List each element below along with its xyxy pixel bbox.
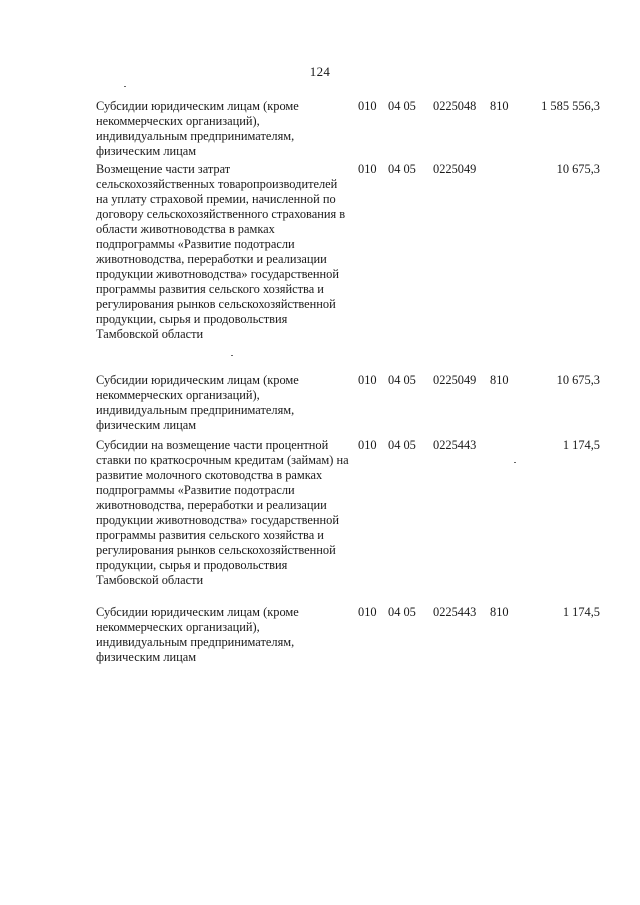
expense-type-code: 810 (490, 373, 509, 387)
amount: 10 675,3 (556, 373, 600, 387)
section-code: 04 05 (388, 438, 416, 452)
row-description: Субсидии юридическим лицам (кроме некоммерческих организаций), индивидуальным предпринимателям, физическим лицам (96, 373, 299, 432)
ved-code: 010 (358, 438, 377, 452)
amount: 10 675,3 (556, 162, 600, 176)
target-article-code: 0225443 (433, 438, 477, 452)
ved-code: 010 (358, 99, 377, 113)
scan-speck (231, 355, 233, 356)
expense-type-code: 810 (490, 99, 509, 113)
target-article-code: 0225048 (433, 99, 477, 113)
section-code: 04 05 (388, 162, 416, 176)
scan-speck (514, 462, 516, 463)
row-description: Субсидии на возмещение части процентной ставки по краткосрочным кредитам (займам) на развитие молочного скотоводства в рамках подпрограммы «Развитие подотрасли животноводства, переработки и реализации продукции животноводства» государственной программы развития сельского хозяйства и регулирования рынков сельскохозяйственной продукции, сырья и продовольствия Тамбовской области (96, 438, 349, 587)
ved-code: 010 (358, 373, 377, 387)
page-number: 124 (309, 64, 331, 79)
section-code: 04 05 (388, 99, 416, 113)
amount: 1 174,5 (562, 438, 600, 452)
expense-type-code: 810 (490, 605, 509, 619)
amount: 1 585 556,3 (541, 99, 600, 113)
target-article-code: 0225049 (433, 373, 477, 387)
section-code: 04 05 (388, 605, 416, 619)
target-article-code: 0225443 (433, 605, 477, 619)
ved-code: 010 (358, 162, 377, 176)
scan-speck (124, 86, 126, 87)
ved-code: 010 (358, 605, 377, 619)
section-code: 04 05 (388, 373, 416, 387)
row-description: Возмещение части затрат сельскохозяйственных товаропроизводителей на уплату страховой премии, начисленной по договору сельскохозяйственного страхования в области животноводства в рамках подпрограммы «Развитие подотрасли животноводства, переработки и реализации продукции животноводства» государственной программы развития сельского хозяйства и регулирования рынков сельскохозяйственной продукции, сырья и продовольствия Тамбовской области (96, 162, 346, 341)
row-description: Субсидии юридическим лицам (кроме некоммерческих организаций), индивидуальным предпринимателям, физическим лицам (96, 99, 299, 158)
row-description: Субсидии юридическим лицам (кроме некоммерческих организаций), индивидуальным предпринимателям, физическим лицам (96, 605, 299, 664)
target-article-code: 0225049 (433, 162, 477, 176)
amount: 1 174,5 (562, 605, 600, 619)
